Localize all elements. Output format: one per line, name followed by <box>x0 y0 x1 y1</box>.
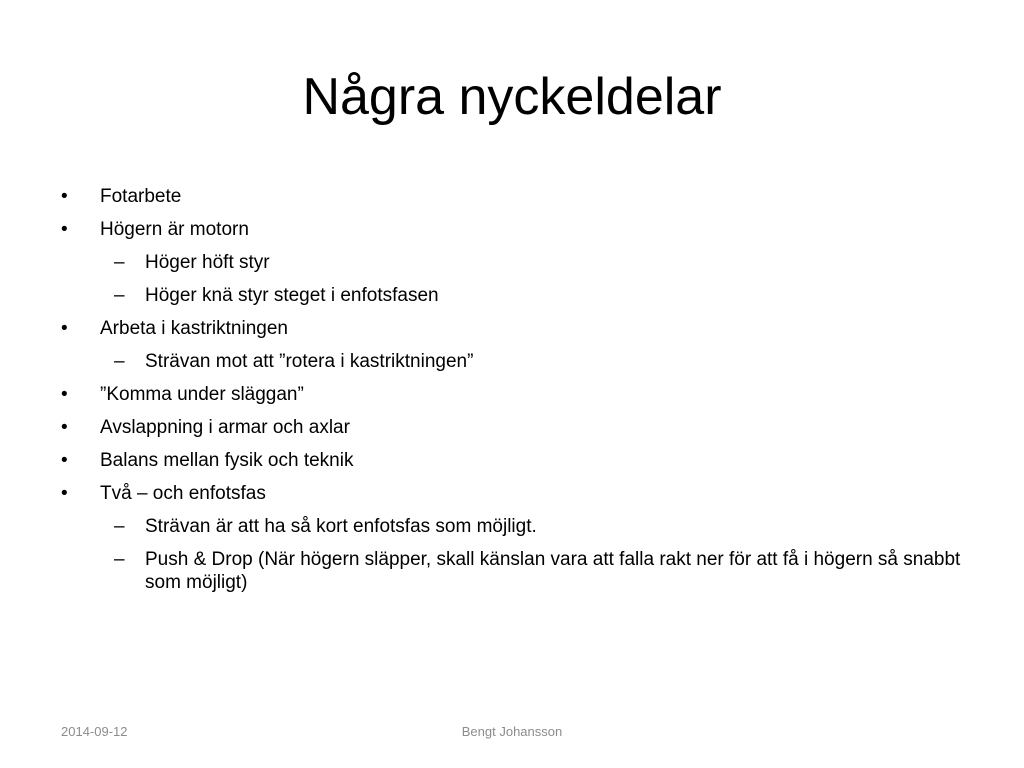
bullet-text: Avslappning i armar och axlar <box>100 417 350 438</box>
sub-bullet-marker: – <box>114 351 125 372</box>
sub-bullet-text: Push & Drop (När högern släpper, skall känslan vara att falla rakt ner för att få i högern så snabbt som möjligt) <box>145 549 961 593</box>
sub-bullet-item <box>60 515 980 538</box>
bullet-marker: • <box>61 186 68 207</box>
bullet-marker: • <box>61 384 68 405</box>
sub-bullet-item <box>60 350 980 373</box>
slide-title: Några nyckeldelar <box>302 68 722 126</box>
bullet-item <box>60 218 980 241</box>
bullet-text: Balans mellan fysik och teknik <box>100 450 354 471</box>
bullet-marker: • <box>61 219 68 240</box>
bullet-marker: • <box>61 450 68 471</box>
bullet-item <box>60 185 980 208</box>
sub-bullet-marker: – <box>114 252 125 273</box>
bullet-item <box>60 482 980 505</box>
bullet-text: Högern är motorn <box>100 219 249 240</box>
bullet-marker: • <box>61 417 68 438</box>
bullet-text: Två – och enfotsfas <box>100 483 266 504</box>
footer-date: 2014-09-12 <box>61 724 128 739</box>
sub-bullet-text: Höger höft styr <box>145 252 270 273</box>
sub-bullet-text: Höger knä styr steget i enfotsfasen <box>145 285 439 306</box>
bullet-text: Arbeta i kastriktningen <box>100 318 288 339</box>
sub-bullet-text: Strävan mot att ”rotera i kastriktningen” <box>145 351 474 372</box>
sub-bullet-marker: – <box>114 516 125 537</box>
bullet-text: Fotarbete <box>100 186 182 207</box>
bullet-list <box>60 185 980 604</box>
sub-bullet-text: Strävan är att ha så kort enfotsfas som möjligt. <box>145 516 537 537</box>
sub-bullet-item <box>60 548 980 594</box>
bullet-item <box>60 416 980 439</box>
bullet-item <box>60 383 980 406</box>
bullet-text: ”Komma under släggan” <box>100 384 304 405</box>
bullet-item <box>60 317 980 340</box>
footer-author: Bengt Johansson <box>461 724 563 739</box>
sub-bullet-marker: – <box>114 285 125 306</box>
bullet-marker: • <box>61 483 68 504</box>
sub-bullet-item <box>60 284 980 307</box>
bullet-item <box>60 449 980 472</box>
sub-bullet-item <box>60 251 980 274</box>
bullet-marker: • <box>61 318 68 339</box>
sub-bullet-marker: – <box>114 549 125 570</box>
